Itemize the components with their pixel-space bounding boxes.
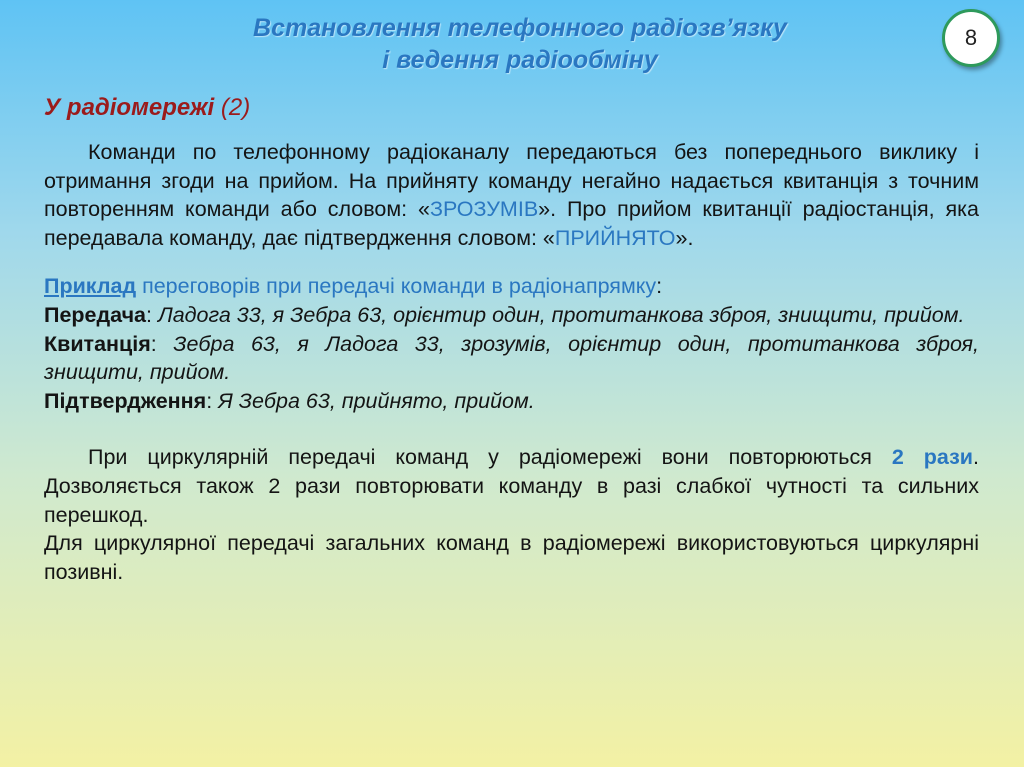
circular-text-2: . Дозволяється також 2 рази повторювати команду в разі слабкої чутності та сильних перешкод. — [44, 445, 979, 527]
example-heading-rest: переговорів при передачі команди в радіонапрямку — [136, 274, 657, 299]
section-heading — [44, 94, 250, 122]
keyword-understood: ЗРОЗУМІВ — [429, 197, 539, 222]
intro-text-3: ». — [675, 225, 694, 250]
section-heading-bold: У радіомережі — [44, 94, 215, 121]
spacer — [44, 252, 979, 272]
intro-text-1: Команди по телефонному радіоканалу передаються без попереднього виклику і отримання згоди на прийом. На прийняту команду негайно надається квитанція з точним повторенням команди або словом: « — [44, 140, 979, 222]
exchange-confirmation — [44, 387, 979, 416]
exchange-label: Підтвердження — [44, 388, 207, 413]
exchange-transmission — [44, 301, 979, 330]
intro-paragraph — [44, 138, 979, 252]
keyword-accepted: ПРИЙНЯТО — [554, 225, 676, 250]
slide-title-line-2: і ведення радіообміну — [382, 46, 658, 74]
circular-paragraph — [44, 443, 979, 529]
example-heading-colon: : — [656, 274, 663, 299]
exchange-text: Зебра 63, я Ладога 33, зрозумів, орієнтир один, протитанкова зброя, знищити, прийом. — [44, 331, 980, 385]
example-heading — [44, 272, 979, 301]
spacer — [44, 415, 979, 443]
slide-number-badge — [942, 9, 1000, 67]
exchange-label: Передача — [44, 302, 147, 327]
exchange-separator: : — [206, 388, 219, 413]
slide-body — [44, 138, 979, 586]
exchange-receipt — [44, 330, 979, 387]
slide-title — [150, 12, 890, 76]
exchange-label: Квитанція — [44, 331, 151, 356]
example-link[interactable]: Приклад — [44, 274, 137, 299]
slide-title-line-1: Встановлення телефонного радіозв’язку — [253, 14, 787, 42]
exchange-separator: : — [146, 302, 158, 327]
circular-text-1: При циркулярній передачі команд у радіомережі вони повторюються — [88, 445, 892, 470]
exchange-text: Я Зебра 63, прийнято, прийом. — [218, 388, 535, 413]
section-heading-rest: (2) — [214, 94, 251, 121]
slide-number: 8 — [964, 25, 978, 50]
repeat-count: 2 рази — [891, 445, 974, 470]
exchange-text: Ладога 33, я Зебра 63, орієнтир один, протитанкова зброя, знищити, прийом. — [157, 302, 965, 327]
exchange-separator: : — [150, 331, 174, 356]
intro-text-2: ». Про прийом квитанції радіостанція, яка передавала команду, дає підтвердження словом: « — [44, 197, 979, 250]
callsign-paragraph: Для циркулярної передачі загальних команд в радіомережі використовуються циркулярні позивні. — [44, 531, 979, 584]
